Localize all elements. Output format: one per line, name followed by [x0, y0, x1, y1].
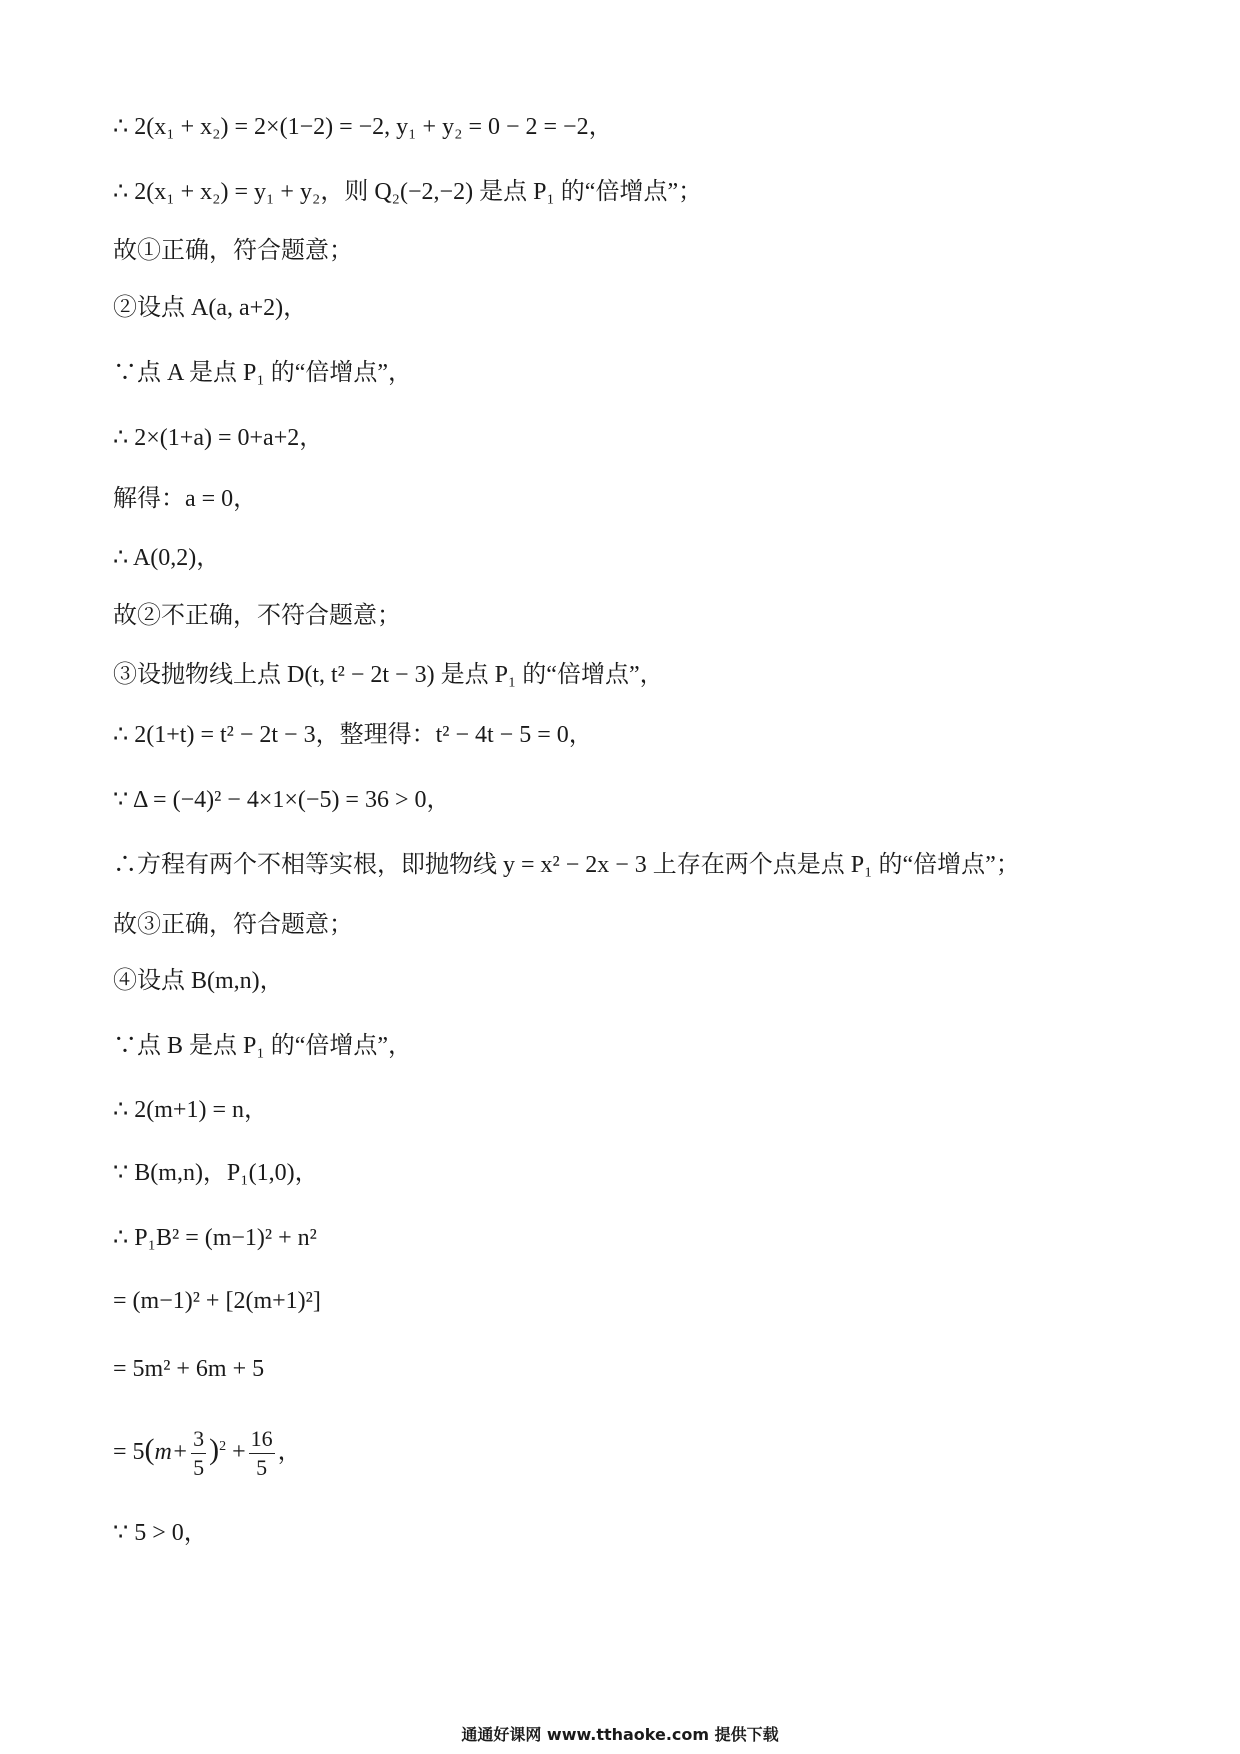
page-footer: 通通好课网 www.tthaoke.com 提供下载: [461, 1725, 779, 1744]
fraction-three-fifths: $\frac{3}{5}$: [193, 1426, 205, 1480]
solution-line: ∵点 B 是点 P₁ 的“倍增点”，: [113, 1033, 413, 1059]
frac-prefix: = 5: [113, 1439, 145, 1466]
solution-line: ∵ Δ = (−4)² − 4×1×(−5) = 36 > 0，: [113, 787, 451, 813]
solution-line: ∴方程有两个不相等实根，即抛物线 y = x² − 2x − 3 上存在两个点是点 P₁ 的“倍增点”；: [113, 852, 1020, 878]
solution-line: 解得：a = 0，: [113, 486, 258, 512]
solution-line: ∴ 2(x₁ + x₂) = 2×(1−2) = −2, y₁ + y₂ = 0 − 2 = −2，: [113, 114, 613, 140]
solution-line: 故②不正确，不符合题意；: [113, 603, 401, 629]
fraction-equation-line: = 5(m+ $\frac{3}{5}$ )$^2$ + $\frac{16}{5}$ ，: [113, 1426, 302, 1480]
solution-line: 故③正确，符合题意；: [113, 912, 353, 938]
solution-line: ∵ B(m,n)，P₁(1,0)，: [113, 1160, 319, 1186]
solution-line: ④设点 B(m,n)，: [113, 968, 284, 994]
solution-line: ∴ A(0,2)，: [113, 545, 221, 571]
solution-line: = 5m² + 6m + 5: [113, 1356, 265, 1382]
solution-line: ∴ 2(1+t) = t² − 2t − 3，整理得：t² − 4t − 5 = 0，: [113, 722, 593, 748]
solution-line: = (m−1)² + [2(m+1)²]: [113, 1288, 321, 1314]
last-line: ∵ 5 > 0，: [113, 1520, 208, 1546]
solution-line: ∵点 A 是点 P₁ 的“倍增点”，: [113, 360, 413, 386]
fraction-sixteen-fifths: $\frac{16}{5}$: [250, 1426, 273, 1480]
solution-line: ∴ 2×(1+a) = 0+a+2，: [113, 425, 324, 451]
solution-line: ②设点 A(a, a+2)，: [113, 295, 308, 321]
solution-line: ③设抛物线上点 D(t, t² − 2t − 3) 是点 P₁ 的“倍增点”，: [113, 662, 664, 688]
solution-line: ∴ P₁B² = (m−1)² + n²: [113, 1225, 317, 1251]
solution-line: ∴ 2(m+1) = n，: [113, 1097, 268, 1123]
frac-inner: m+: [154, 1439, 189, 1466]
solution-line: 故①正确，符合题意；: [113, 238, 353, 264]
solution-line: ∴ 2(x₁ + x₂) = y₁ + y₂，则 Q₂(−2,−2) 是点 P₁ 的“倍增点”；: [113, 179, 703, 205]
